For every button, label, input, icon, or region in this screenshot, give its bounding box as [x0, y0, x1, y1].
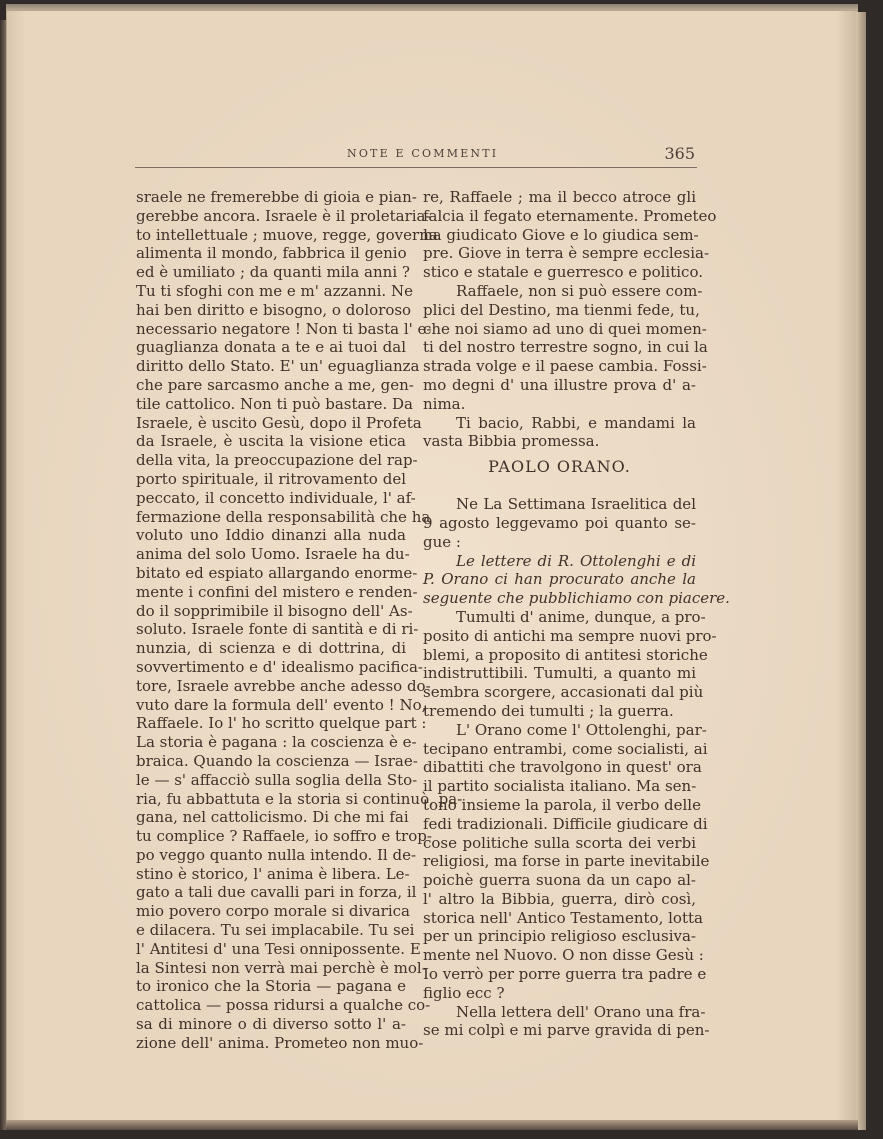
paragraph-line: religiosi, ma forse in parte inevitabile [423, 852, 710, 871]
left-column-line: bitato ed espiato allargando enorme- [136, 563, 418, 582]
paragraph-line: indistruttibili. Tumulti, a quanto mi [423, 664, 696, 683]
quoted-note-line: Le lettere di R. Ottolenghi e di [456, 551, 696, 570]
left-column-line: stino è storico, l' anima è libera. Le- [136, 864, 410, 883]
paragraph-line: Io verrò per porre guerra tra padre e [423, 965, 707, 984]
paragraph-line: sembra scorgere, accasionati dal più [423, 683, 704, 702]
paragraph-line: dibattiti che travolgono in quest' ora [423, 758, 702, 777]
left-column-line: do il sopprimibile il bisogno dell' As- [136, 601, 413, 620]
left-column-line: tore, Israele avrebbe anche adesso do- [136, 676, 431, 695]
paragraph-line: cose politiche sulla scorta dei verbi [423, 833, 696, 852]
paragraph-line: tecipano entrambi, come socialisti, ai [423, 739, 708, 758]
left-column-line: che pare sarcasmo anche a me, gen- [136, 375, 414, 394]
left-column-line: to ironico che la Storia — pagana e [136, 977, 406, 996]
left-column-line: zione dell' anima. Prometeo non muo- [136, 1033, 424, 1052]
left-column-line: mio povero corpo morale si divarica [136, 902, 410, 921]
left-column-line: mente i confini del mistero e renden- [136, 582, 418, 601]
paragraph-line: l' altro la Bibbia, guerra, dirò così, [423, 889, 696, 908]
paragraph-line: il partito socialista italiano. Ma sen- [423, 777, 697, 796]
left-column-line: tile cattolico. Non ti può bastare. Da [136, 394, 414, 413]
paragraph-line: posito di antichi ma sempre nuovi pro- [423, 626, 717, 645]
left-column-line: ria, fu abbattuta e la storia si continuò, pa- [136, 789, 463, 808]
left-column-line: po veggo quanto nulla intendo. Il de- [136, 845, 417, 864]
left-column-line: voluto uno Iddio dinanzi alla nuda [136, 526, 406, 545]
paragraph-line: mente nel Nuovo. O non disse Gesù : [423, 946, 704, 965]
quoted-note-line: P. Orano ci han procurato anche la [423, 570, 696, 589]
paragraph-line: re, Raffaele ; ma il becco atroce gli [423, 188, 696, 206]
paragraph-line: falcia il fegato eternamente. Prometeo [423, 206, 717, 225]
paragraph-line: stico e statale e guerresco e politico. [423, 263, 703, 282]
paragraph-line: tremendo dei tumulti ; la guerra. [423, 701, 674, 720]
left-column-line: porto spirituale, il ritrovamento del [136, 469, 406, 488]
left-column-line: la Sintesi non verrà mai perchè è mol- [136, 958, 427, 977]
paragraph-line: L' Orano come l' Ottolenghi, par- [456, 720, 707, 739]
left-column-line: braica. Quando la coscienza — Israe- [136, 751, 418, 770]
left-column-line: fermazione della responsabilità che ha [136, 507, 431, 526]
page-number: 365 [664, 144, 695, 163]
paragraph-line: figlio ecc ? [423, 983, 505, 1002]
paragraph-line: gue : [423, 532, 461, 551]
page-bottom-edge [6, 1120, 858, 1130]
left-column-line: gato a tali due cavalli pari in forza, il [136, 883, 417, 902]
left-column-line: da Israele, è uscita la visione etica [136, 432, 406, 451]
paragraph-line: Ne La Settimana Israelitica del [456, 495, 696, 514]
left-column-line: gerebbe ancora. Israele è il proletaria- [136, 206, 431, 225]
left-column-line: peccato, il concetto individuale, l' af- [136, 488, 416, 507]
left-column-line: guaglianza donata a te e ai tuoi dal [136, 338, 406, 357]
left-column-line: necessario negatore ! Non ti basta l' e- [136, 319, 432, 338]
left-column-line: gana, nel cattolicismo. Di che mi fai [136, 808, 409, 827]
left-column-line: hai ben diritto e bisogno, o doloroso [136, 300, 412, 319]
paragraph-line: che noi siamo ad uno di quei momen- [423, 319, 707, 338]
left-column-line: diritto dello Stato. E' un' eguaglianza [136, 357, 420, 376]
paragraph-line: Raffaele, non si può essere com- [456, 281, 703, 300]
paragraph-line: Nella lettera dell' Orano una fra- [456, 1002, 706, 1021]
left-column-line: vuto dare la formula dell' evento ! No, [136, 695, 427, 714]
left-column-line: della vita, la preoccupazione del rap- [136, 451, 418, 470]
left-column-line: cattolica — possa ridursi a qualche co- [136, 996, 431, 1015]
paragraph-line: pre. Giove in terra è sempre ecclesia- [423, 244, 710, 263]
paragraph-line: nima. [423, 394, 466, 413]
page-right-edge [856, 12, 866, 1130]
left-column-line: Raffaele. Io l' ho scritto quelque part : [136, 714, 427, 733]
paragraph-gap [423, 485, 696, 495]
left-column-line: sovvertimento e d' idealismo pacifica- [136, 657, 423, 676]
left-column-line: e dilacera. Tu sei implacabile. Tu sei [136, 921, 415, 940]
paragraph-line: mo degni d' una illustre prova d' a- [423, 375, 696, 394]
left-column-line: Tu ti sfoghi con me e m' azzanni. Ne [136, 281, 413, 300]
left-column-line: alimenta il mondo, fabbrica il genio [136, 244, 407, 263]
left-column-line: ed è umiliato ; da quanti mila anni ? [136, 263, 410, 282]
left-column-line: La storia è pagana : la coscienza è e- [136, 733, 417, 752]
paragraph-line: vasta Bibbia promessa. [423, 432, 600, 451]
paragraph-line: 9 agosto leggevamo poi quanto se- [423, 513, 696, 532]
page-header [135, 144, 697, 168]
paragraph-line: fedi tradizionali. Difficile giudicare di [423, 814, 708, 833]
paragraph-line: per un principio religioso esclusiva- [423, 927, 696, 946]
paragraph-line: Tumulti d' anime, dunque, a pro- [456, 607, 706, 626]
left-column-line: to intellettuale ; muove, regge, governa [136, 225, 438, 244]
signature: PAOLO ORANO. [488, 457, 631, 477]
quoted-note-line: seguente che pubblichiamo con piacere. [423, 589, 730, 608]
paragraph-line: tono insieme la parola, il verbo delle [423, 795, 701, 814]
paragraph-line: strada volge e il paese cambia. Fossi- [423, 357, 707, 376]
left-column-line: Israele, è uscito Gesù, dopo il Profeta [136, 413, 422, 432]
left-column-line: tu complice ? Raffaele, io soffro e trop- [136, 827, 432, 846]
left-column-line: l' Antitesi d' una Tesi onnipossente. E [136, 939, 421, 958]
left-column-line: le — s' affacciò sulla soglia della Sto- [136, 770, 418, 789]
paragraph-line: ha giudicato Giove e lo giudica sem- [423, 225, 699, 244]
right-text-column [423, 188, 730, 1040]
paragraph-line: poichè guerra suona da un capo al- [423, 871, 696, 890]
paragraph-line: plici del Destino, ma tienmi fede, tu, [423, 300, 700, 319]
left-column-line: nunzia, di scienza e di dottrina, di [136, 639, 406, 658]
paragraph-line: storica nell' Antico Testamento, lotta [423, 908, 703, 927]
running-title: NOTE E COMMENTI [347, 147, 499, 160]
paragraph-line: ti del nostro terrestre sogno, in cui la [423, 338, 708, 357]
paragraph-line: se mi colpì e mi parve gravida di pen- [423, 1021, 710, 1040]
left-column-line: sraele ne fremerebbe di gioia e pian- [136, 188, 417, 206]
left-column-line: sa di minore o di diverso sotto l' a- [136, 1015, 406, 1034]
paragraph-line: blemi, a proposito di antitesi storiche [423, 645, 708, 664]
left-column-line: anima del solo Uomo. Israele ha du- [136, 545, 410, 564]
paragraph-line: Ti bacio, Rabbi, e mandami la [456, 413, 696, 432]
left-column-line: soluto. Israele fonte di santità e di ri- [136, 620, 419, 639]
